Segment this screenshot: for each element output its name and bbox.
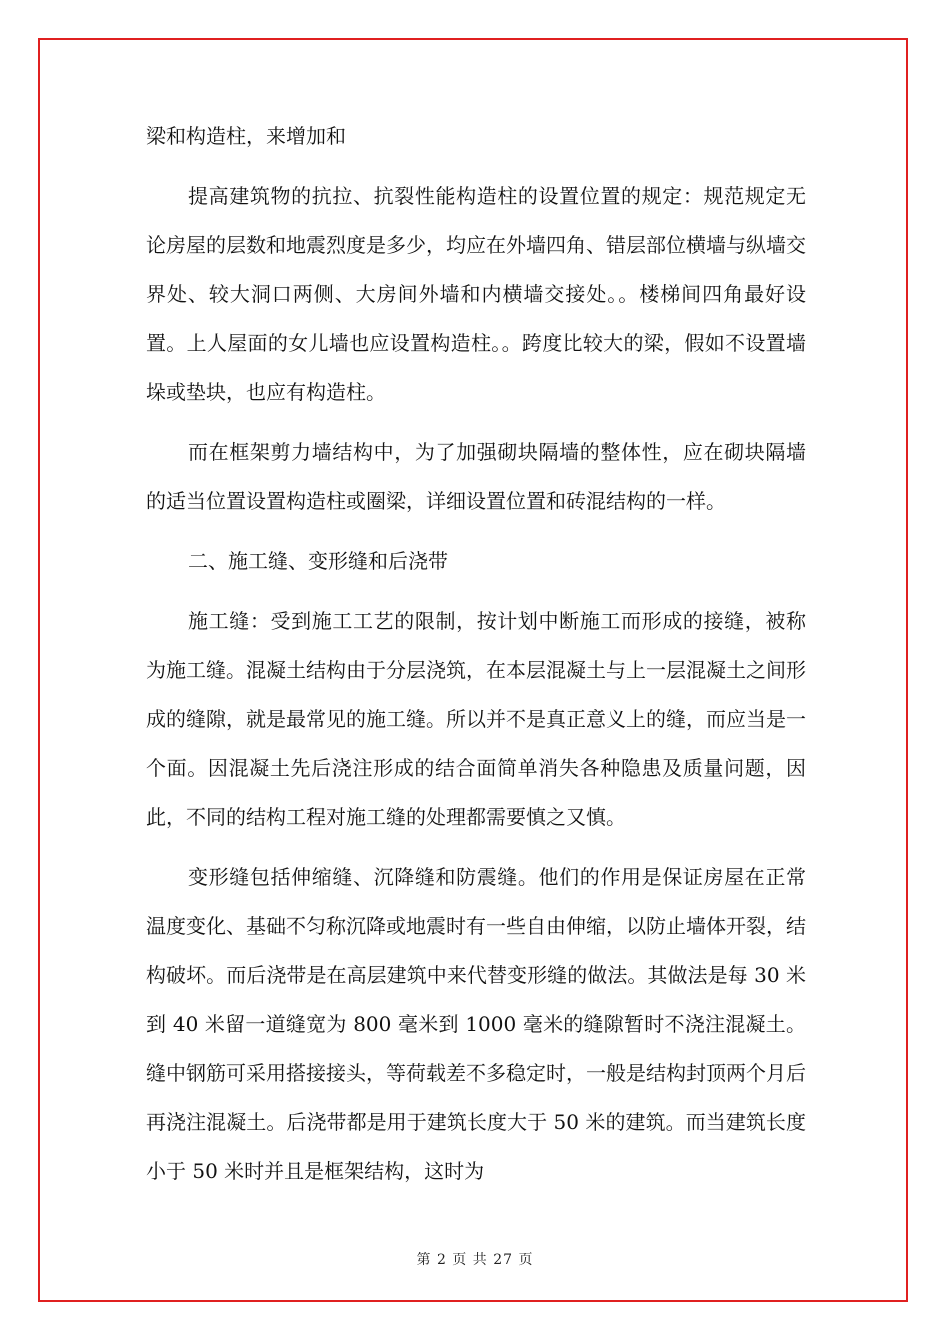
document-body: [146, 112, 806, 1207]
paragraph-6: 变形缝包括伸缩缝、沉降缝和防震缝。他们的作用是保证房屋在正常温度变化、基础不匀称沉降或地震时有一些自由伸缩，以防止墙体开裂，结构破坏。而后浇带是在高层建筑中来代替变形缝的做法。其做法是每 30 米到 40 米留一道缝宽为 800 毫米到 1000 毫米的缝隙暂时不浇注混凝土。缝中钢筋可采用搭接接头，等荷载差不多稳定时，一般是结构封顶两个月后再浇注混凝土。后浇带都是用于建筑长度大于 50 米的建筑。而当建筑长度小于 50 米时并且是框架结构，这时为: [146, 865, 806, 1183]
paragraph-2: 提高建筑物的抗拉、抗裂性能构造柱的设置位置的规定：规范规定无论房屋的层数和地震烈度是多少，均应在外墙四角、错层部位横墙与纵墙交界处、较大洞口两侧、大房间外墙和内横墙交接处。。楼梯间四角最好设置。上人屋面的女儿墙也应设置构造柱。。跨度比较大的梁，假如不设置墙垛或垫块，也应有构造柱。: [146, 184, 806, 404]
paragraph-1: 梁和构造柱，来增加和: [146, 124, 346, 148]
page-number-footer: 第 2 页 共 27 页: [416, 1252, 534, 1268]
section-heading: 二、施工缝、变形缝和后浇带: [188, 549, 448, 573]
paragraph-3: 而在框架剪力墙结构中，为了加强砌块隔墙的整体性，应在砌块隔墙的适当位置设置构造柱或圈梁，详细设置位置和砖混结构的一样。: [146, 440, 806, 513]
paragraph-5: 施工缝：受到施工工艺的限制，按计划中断施工而形成的接缝，被称为施工缝。混凝土结构由于分层浇筑，在本层混凝土与上一层混凝土之间形成的缝隙，就是最常见的施工缝。所以并不是真正意义上的缝，而应当是一个面。因混凝土先后浇注形成的结合面简单消失各种隐患及质量问题，因此，不同的结构工程对施工缝的处理都需要慎之又慎。: [146, 609, 806, 829]
